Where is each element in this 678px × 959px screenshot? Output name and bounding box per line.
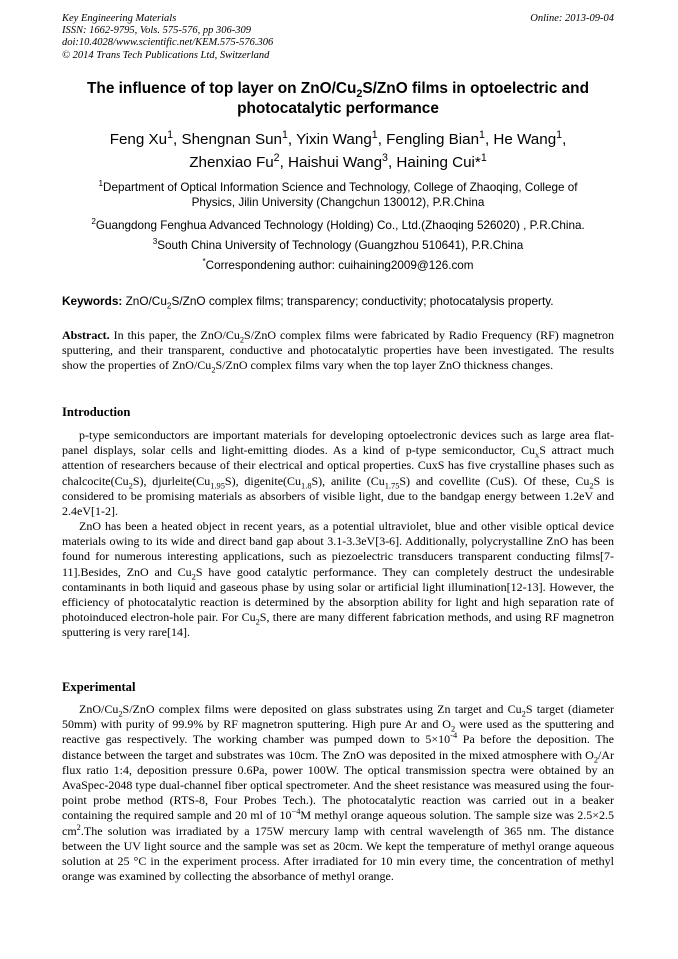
- introduction-heading: Introduction: [62, 405, 131, 419]
- title-subscript: 2: [356, 88, 363, 101]
- author-sup: 3: [382, 151, 388, 164]
- author-sep: ,: [173, 131, 182, 148]
- affiliation-sup: *: [202, 257, 206, 267]
- para-text: S, there are many different fabrication methods, and using RF magnetron sputtering is very rare[14].: [62, 610, 614, 640]
- intro-paragraph-1: [62, 428, 614, 519]
- author-name: Feng Xu: [109, 131, 168, 148]
- author-list: [62, 128, 614, 174]
- para-sub: 2: [118, 709, 123, 719]
- abstract-sub: 2: [211, 365, 216, 375]
- para-sub: 2: [255, 617, 260, 627]
- author-name: Zhenxiao Fu: [189, 154, 274, 171]
- author-sep: ,: [287, 131, 297, 148]
- author-sep: ,: [279, 154, 289, 171]
- author-sup: 1: [479, 128, 485, 141]
- author-name: Fengling Bian: [386, 131, 480, 148]
- author-sup: 1: [556, 128, 563, 141]
- paper-title: [62, 79, 614, 119]
- para-text: S target (diameter 50mm) with purity of 99.9% by RF magnetron sputtering. High pure Ar and O: [62, 702, 615, 732]
- para-text: ZnO/Cu: [79, 702, 119, 716]
- corresponding-text: Correspondening author: cuihaining2009@126.com: [205, 259, 474, 272]
- para-sup: -4: [450, 731, 458, 741]
- author-sup: 1: [371, 128, 378, 141]
- para-text: were used as the sputtering and reactive gas respectively. The working chamber was pumped down to 5×10: [62, 717, 614, 747]
- author-sup: 1: [167, 128, 174, 141]
- para-text: ZnO has been a heated object in recent years, as a potential ultraviolet, blue and other visible optical device materials owing to its wide and direct band gap about 3.1-3.3eV[3-6]. Additionally, polycrystalline ZnO has been found for numerous interesting applications, such as piezoelectric transducers transparent conducting films[7-11].Besides, ZnO and Cu: [62, 519, 614, 579]
- para-text: S/ZnO complex films were deposited on glass substrates using Zn target and Cu: [122, 702, 522, 716]
- para-text: S), anilite (Cu: [311, 473, 385, 488]
- para-text: S), djurleite(Cu: [132, 473, 211, 488]
- author-sup: 2: [273, 151, 280, 164]
- para-text: Pa before the deposition. The distance between the target and substrates was 10cm. The ZnO was deposited in the mixed atmosphere with O: [62, 732, 614, 762]
- para-sub: 1.95: [210, 481, 225, 490]
- abstract-text: In this paper, the ZnO/Cu: [109, 328, 240, 342]
- title-text: The influence of top layer on ZnO/Cu: [87, 80, 357, 97]
- affiliation-sup: 1: [98, 179, 104, 189]
- author-name: Haishui Wang: [288, 154, 383, 171]
- para-sub: 2: [593, 755, 598, 764]
- abstract-label: Abstract.: [62, 328, 110, 342]
- author-sep: ,: [562, 131, 567, 148]
- affiliation-text: Guangdong Fenghua Advanced Technology (Holding) Co., Ltd.(Zhaoqing 526020) , P.R.China.: [95, 219, 585, 232]
- journal-name: Key Engineering Materials: [62, 13, 177, 24]
- author-name: He Wang: [493, 131, 557, 148]
- para-text: S attract much attention of researchers because of their electrical and optical properties. CuxS has five crystalline phases such as chalcocite(Cu: [62, 443, 615, 488]
- keywords-label: Keywords:: [62, 294, 123, 308]
- para-text: S) and covellite (CuS). Of these, Cu: [399, 473, 590, 488]
- issn-line: ISSN: 1662-9795, Vols. 575-576, pp 306-309: [62, 25, 251, 37]
- para-sub: 1.75: [384, 481, 400, 490]
- author-name: Yixin Wang: [296, 131, 372, 148]
- affiliation-text: South China University of Technology (Guangzhou 510641), P.R.China: [157, 239, 524, 252]
- para-text: S), digenite(Cu: [224, 473, 302, 488]
- title-text: S/ZnO films in optoelectric and: [362, 80, 589, 97]
- para-text: M methyl orange aqueous solution. The sample size was 2.5×2.5 cm: [62, 808, 615, 838]
- affiliation-3: [62, 238, 614, 253]
- para-sub: 1.8: [301, 481, 312, 490]
- para-sub: 2: [128, 481, 133, 490]
- doi-line: doi:10.4028/www.scientific.net/KEM.575-576.306: [62, 37, 274, 49]
- keywords-text: S/ZnO complex films; transparency; conductivity; photocatalysis property.: [171, 294, 554, 308]
- para-sub: x: [535, 450, 540, 460]
- keywords-text: ZnO/Cu: [122, 294, 167, 308]
- author-line-2: [62, 151, 614, 174]
- author-sep: ,: [377, 131, 387, 148]
- author-line-1: [62, 128, 614, 151]
- experimental-heading: Experimental: [62, 680, 136, 694]
- affiliation-1: [62, 180, 614, 210]
- para-sup: −4: [291, 807, 301, 817]
- author-name: Haining Cui*: [396, 154, 481, 171]
- author-name: Shengnan Sun: [181, 131, 282, 148]
- author-sup: 1: [281, 128, 288, 141]
- affiliation-sup: 2: [91, 217, 96, 227]
- abstract-text: S/ZnO complex films vary when the top layer ZnO thickness changes.: [215, 358, 554, 373]
- para-text: p-type semiconductors are important materials for developing optoelectronic devices such as large area flat-panel displays, solar cells and light-emitting diodes. As a kind of p-type semiconductor, Cu: [62, 428, 614, 458]
- author-sep: ,: [387, 154, 397, 171]
- para-sup: 2: [76, 822, 81, 832]
- para-sub: 2: [521, 709, 526, 719]
- para-text: /Ar flux ratio 1:4, deposition pressure 0.6Pa, power 100W. The optical transmission spectra were obtained by an AvaSpec-2048 type dual-channel fiber optical spectrometer. And the sheet resistance was measured using the four-point probe method (RTS-8, Four Probes Tech.). The photocatalytic reaction was carried out in a beaker containing the required sample and 20 ml of 10: [62, 747, 614, 823]
- para-sub: 2: [450, 724, 456, 734]
- abstract-sub: 2: [239, 335, 245, 345]
- para-text: .The solution was irradiated by a 175W mercury lamp with central wavelength of 365 nm. The distance between the UV light source and the sample was set as 20cm. We kept the temperature of methyl orange aqueous solution at 25 °C in the experiment process. After irradiated for 10 min every time, the concentration of methyl orange was examined by collecting the absorbance of methyl orange.: [62, 823, 614, 884]
- para-text: S is considered to be promising materials as absorbers of visible light, due to the bandgap energy between 1.2eV and 2.4eV[1-2].: [62, 473, 614, 519]
- corresponding-author: [62, 258, 614, 273]
- para-sub: 2: [589, 481, 594, 490]
- intro-paragraph-2: [62, 519, 614, 641]
- keywords: [62, 294, 614, 309]
- affiliation-text: Department of Optical Information Science and Technology, College of Zhaoqing, College of: [103, 181, 578, 194]
- para-sub: 2: [191, 572, 196, 581]
- para-text: S have good catalytic performance. They can completely destruct the undesirable contaminants in both liquid and gaseous phase by using solar or artificial light illumination[12-13]. However, the efficiency of photocatalytic reaction is determined by the absorption ability for light and high separation rate of photoinduced electron-hole pair. For Cu: [62, 564, 614, 625]
- abstract: [62, 328, 614, 374]
- author-sup: 1: [480, 151, 487, 164]
- keywords-sub: 2: [166, 301, 172, 311]
- abstract-text: S/ZnO complex films were fabricated by Radio Frequency (RF) magnetron sputtering, and their transparent, conductive and photocatalytic properties have been investigated. The results show the properties of ZnO/Cu: [62, 328, 614, 373]
- copyright-line: © 2014 Trans Tech Publications Ltd, Switzerland: [62, 49, 270, 61]
- affiliation-text: Physics, Jilin University (Changchun 130012), P.R.China: [191, 196, 485, 209]
- online-date: Online: 2013-09-04: [530, 13, 614, 24]
- running-header: [62, 13, 614, 62]
- affiliation-2: [62, 218, 614, 233]
- experimental-paragraph: [62, 702, 614, 884]
- affiliation-sup: 3: [152, 237, 158, 247]
- author-sep: ,: [484, 131, 494, 148]
- title-text: photocatalytic performance: [237, 100, 439, 117]
